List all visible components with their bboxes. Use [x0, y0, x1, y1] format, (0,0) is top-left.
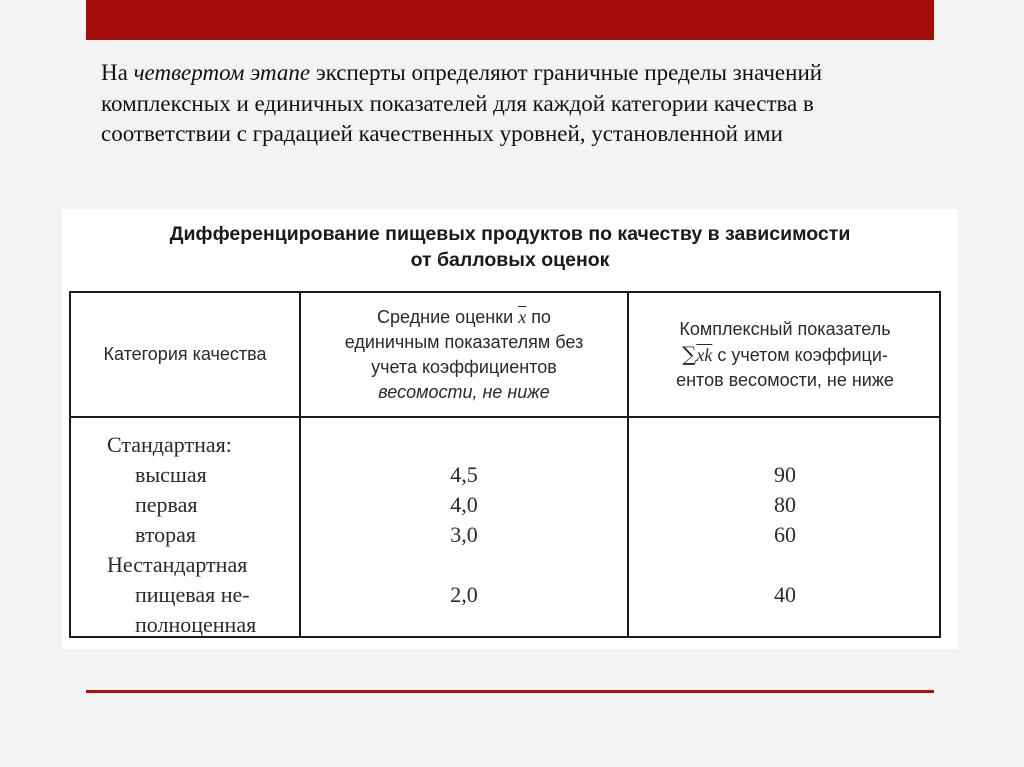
- complex-index-column: [629, 430, 941, 610]
- sum-symbol: ∑: [682, 341, 697, 366]
- complex-edible: 40: [774, 582, 796, 607]
- row-label-edible-2: полноценная: [135, 612, 257, 637]
- avg-first: 4,0: [450, 492, 478, 517]
- intro-emphasis: четвертом этапе: [133, 60, 311, 85]
- category-column: [107, 430, 297, 640]
- quality-table: [69, 291, 941, 638]
- avg-edible: 2,0: [450, 582, 478, 607]
- top-accent-bar: [86, 0, 934, 40]
- quality-table-figure: [62, 209, 958, 649]
- average-scores-column: [301, 430, 627, 610]
- row-label-edible-1: пищевая не-: [135, 582, 250, 607]
- header-complex-index: Комплексный показатель $\sum\overline{xk}$ с учетом коэффици- ентов весомости, не ниже: [676, 318, 894, 390]
- header-average-scores: Средние оценки $\overline{x}$ по единичным показателям без учета коэффициентов весомости, не ниже: [344, 306, 584, 402]
- complex-highest: 90: [774, 462, 796, 487]
- header-category: Категория качества: [103, 344, 267, 364]
- x-bar-symbol: $\overline{x}$: [518, 306, 527, 327]
- complex-first: 80: [774, 492, 796, 517]
- row-label-nonstandard: Нестандартная: [107, 552, 248, 577]
- table-title-line-1: Дифференцирование пищевых продуктов по качеству в зависимости: [169, 223, 851, 245]
- table-title: [62, 221, 958, 273]
- xk-symbol: $\overline{xk}$: [696, 344, 713, 365]
- bottom-accent-line: [86, 690, 934, 693]
- row-label-standard: Стандартная:: [107, 432, 232, 457]
- intro-paragraph: [101, 58, 901, 150]
- complex-second: 60: [774, 522, 796, 547]
- table-title-line-2: от балловых оценок: [410, 249, 610, 271]
- header-divider: [71, 416, 939, 418]
- avg-second: 3,0: [450, 522, 478, 547]
- intro-text: эксперты определяют граничные пределы значений комплексных и единичных показателей для каждой категории качества в соответствии с градацией качественных уровней, установленной ими: [101, 60, 823, 146]
- row-label-second: вторая: [135, 522, 197, 547]
- row-label-highest: высшая: [135, 462, 207, 487]
- avg-highest: 4,5: [450, 462, 478, 487]
- row-label-first: первая: [135, 492, 198, 517]
- intro-prefix: На: [101, 60, 134, 85]
